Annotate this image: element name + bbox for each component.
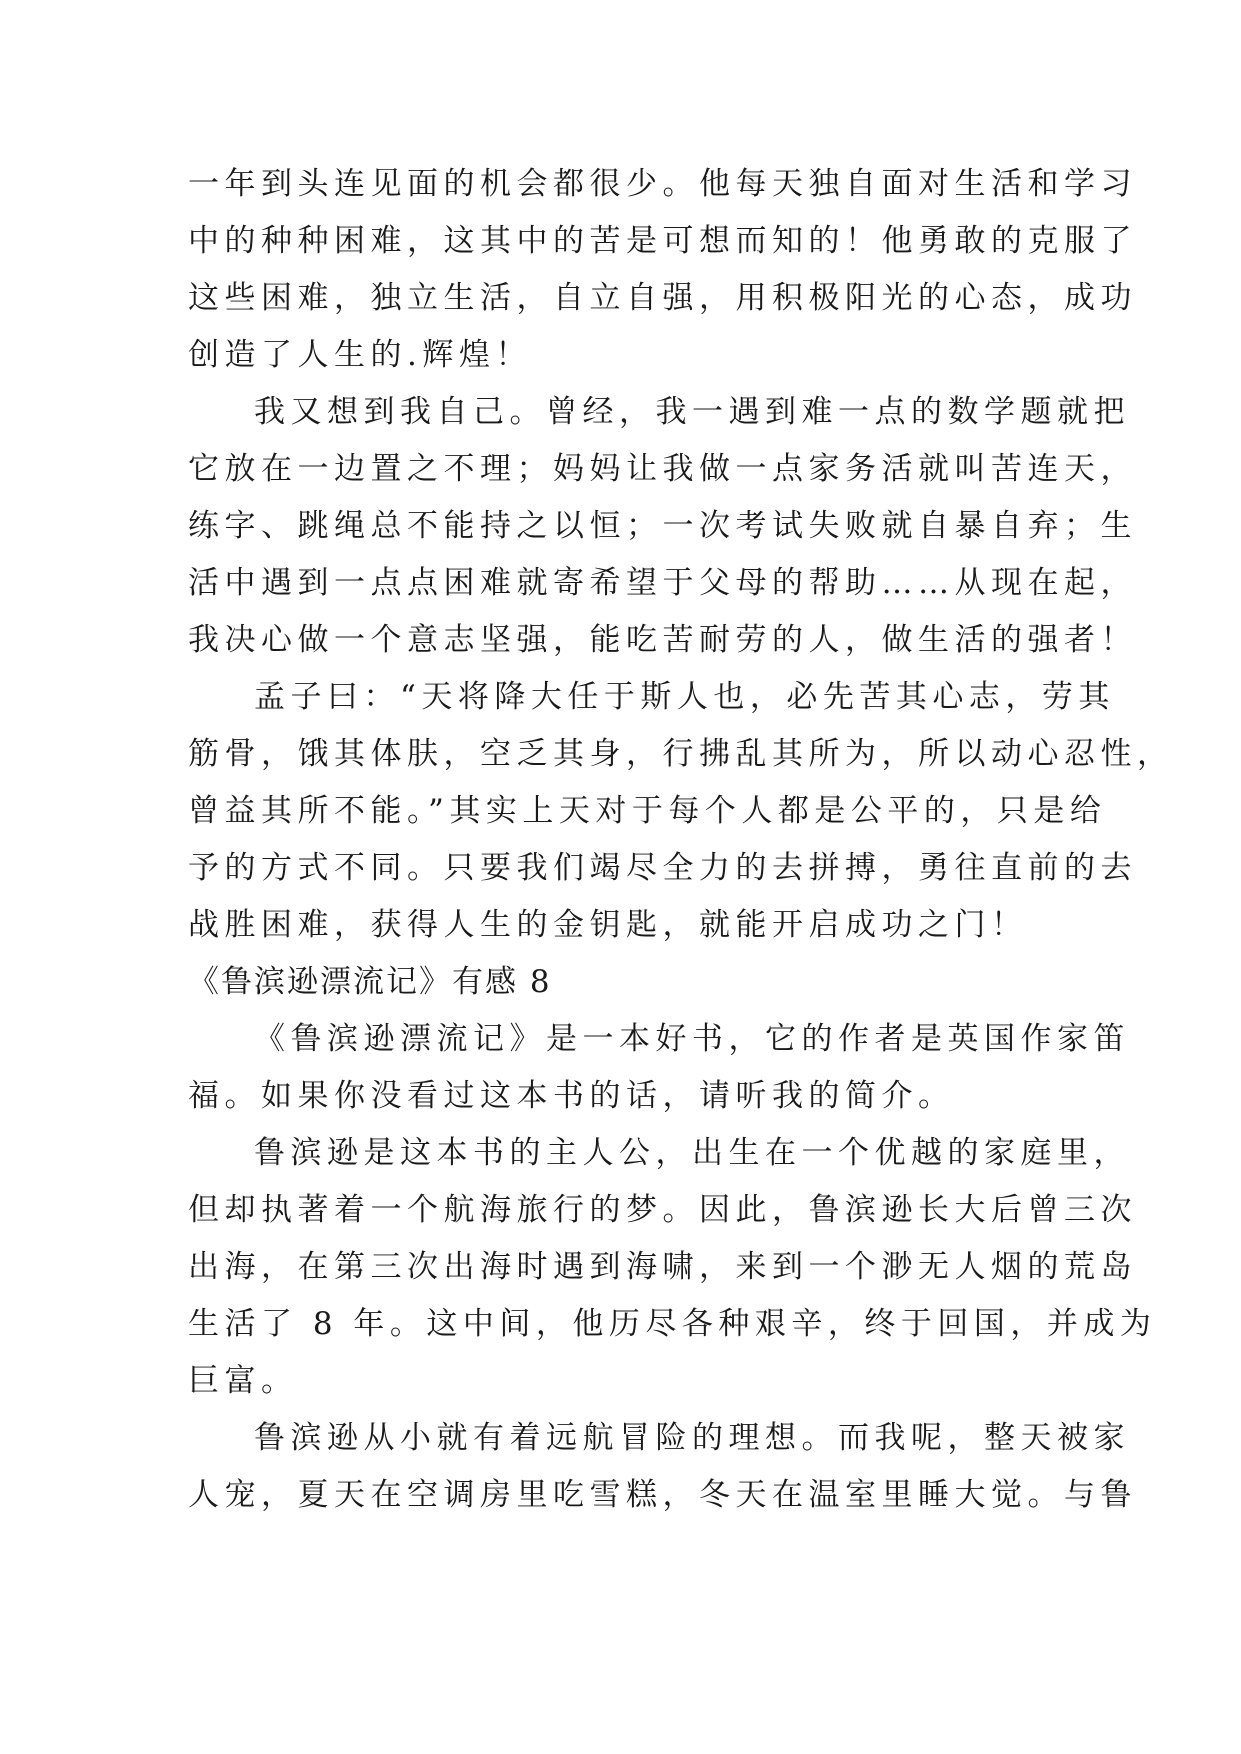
text-line: 我决心做一个意志坚强，能吃苦耐劳的人，做生活的强者！: [188, 622, 1137, 658]
text-line: 它放在一边置之不理；妈妈让我做一点家务活就叫苦连天，: [188, 451, 1137, 487]
text-line: 出海，在第三次出海时遇到海啸，来到一个渺无人烟的荒岛: [188, 1249, 1137, 1285]
text-line: 活中遇到一点点困难就寄希望于父母的帮助……从现在起，: [188, 565, 1137, 601]
text-line: 但却执著着一个航海旅行的梦。因此，鲁滨逊长大后曾三次: [188, 1192, 1137, 1228]
paragraph-first-line: 鲁滨逊从小就有着远航冒险的理想。而我呢，整天被家: [254, 1420, 1130, 1456]
text-line: 人宠，夏天在空调房里吃雪糕，冬天在温室里睡大觉。与鲁: [188, 1477, 1137, 1513]
paragraph-first-line: 我又想到我自己。曾经，我一遇到难一点的数学题就把: [254, 394, 1130, 430]
text-line: 福。如果你没看过这本书的话，请听我的简介。: [188, 1078, 955, 1114]
paragraph-first-line: 鲁滨逊是这本书的主人公，出生在一个优越的家庭里，: [254, 1135, 1130, 1171]
text-line: 一年到头连见面的机会都很少。他每天独自面对生活和学习: [188, 166, 1137, 202]
text-line: 练字、跳绳总不能持之以恒；一次考试失败就自暴自弃；生: [188, 508, 1137, 544]
text-line: 战胜困难，获得人生的金钥匙，就能开启成功之门！: [188, 907, 1028, 943]
text-line: 筋骨，饿其体肤，空乏其身，行拂乱其所为，所以动心忍性，: [188, 736, 1174, 772]
text-line: 中的种种困难，这其中的苦是可想而知的！他勇敢的克服了: [188, 223, 1137, 259]
document-body: [188, 156, 1174, 1524]
text-line: 巨富。: [188, 1363, 298, 1399]
text-line: 予的方式不同。只要我们竭尽全力的去拼搏，勇往直前的去: [188, 850, 1137, 886]
text-line: 创造了人生的.辉煌！: [188, 337, 532, 373]
paragraph-first-line: 孟子曰：“天将降大任于斯人也，必先苦其心志，劳其: [254, 679, 1115, 715]
text-line: 生活了 8 年。这中间，他历尽各种艰辛，终于回国，并成为: [188, 1306, 1157, 1342]
section-heading: 《鲁滨逊漂流记》有感 8: [188, 964, 552, 1000]
text-line: 这些困难，独立生活，自立自强，用积极阳光的心态，成功: [188, 280, 1137, 316]
text-line: 曾益其所不能。”其实上天对于每个人都是公平的，只是给: [188, 793, 1107, 829]
paragraph-first-line: 《鲁滨逊漂流记》是一本好书，它的作者是英国作家笛: [254, 1021, 1130, 1057]
